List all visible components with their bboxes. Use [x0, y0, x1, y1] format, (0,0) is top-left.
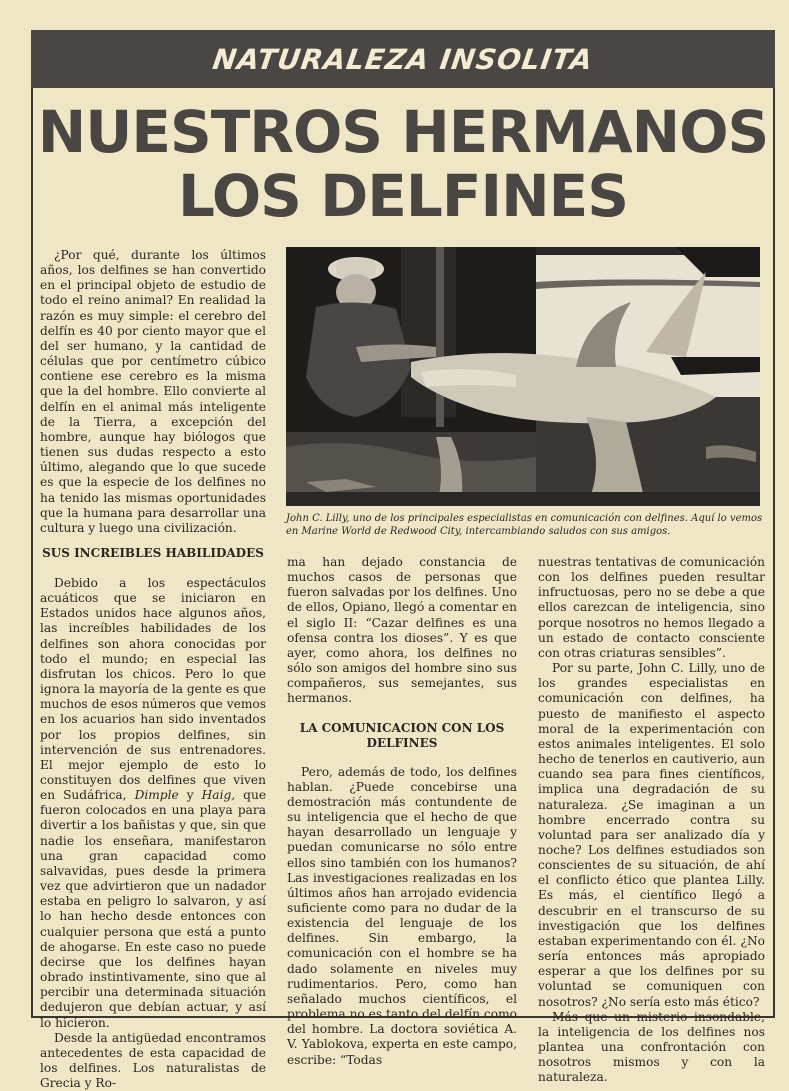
- tentativas-paragraph: nuestras tentativas de comunicación con los delfines pueden resultar infructuosas, pero no se debe a que ellos carezcan de inteligencia, sino porque nosotros no hemos llegado a un estado de contacto consciente con otras criaturas sensibles”.: [538, 555, 765, 660]
- section-heading-habilidades: SUS INCREIBLES HABILIDADES: [42, 545, 264, 560]
- habilidades-text-b: que fueron colocados en una playa para divertir a los bañistas y que, sin que nadie los enseñara, manifestaron una gran capacidad como salvavidas, pues desde la primera vez que advirtieron que un nadador estaba en peligro lo salvaron, y así lo han hecho desde entonces con cualquier persona que está a punto de ahogarse. En este caso no puede decirse que los delfines hayan obrado instintivamente, sino que al percibir una determinada situación dedujeron que debían actuar, y así lo hicieron.: [40, 788, 267, 1030]
- conclusion-paragraph: Más que un misterio insondable, la inteligencia de los delfines nos plantea una confrontación con nosotros mismos y con la naturaleza.: [538, 1009, 765, 1085]
- comunicacion-paragraph: Pero, además de todo, los delfines hablan. ¿Puede concebirse una demostración más contundente de su inteligencia que el hecho de que hayan desarrollado un lenguaje y puedan comunicarse no sólo entre ellos sino también con los humanos? Las investigaciones realizadas en los últimos años han arrojado evidencia suficiente como para no dudar de la existencia del lenguaje de los delfines. Sin embargo, la comunicación con el hombre se ha dado solamente en niveles muy rudimentarios. Pero, como han señalado muchos científicos, el problema no es tanto del delfín como del hombre. La doctora soviética A. V. Yablokova, experta en este campo, escribe: “Todas: [287, 764, 517, 1067]
- dolphin-name-2: Haig,: [201, 788, 236, 803]
- habilidades-paragraph: [40, 576, 266, 1031]
- habilidades-text-a: Debido a los espectáculos acuáticos que se iniciaron en Estados unidos hace algunos años, las increíbles habilidades de los delfines son ahora conocidas por todo el mundo; en especial las disfrutan los chicos. Pero lo que ignora la mayoría de la gente es que muchos de esos números que vemos en los acuarios han sido inventados por los propios delfines, sin intervención de sus entrenadores. El mejor ejemplo de esto lo constituyen dos delfines que viven en Sudáfrica,: [40, 575, 266, 803]
- photo-illustration: [286, 247, 760, 506]
- lilly-dolphin-photo: [286, 247, 760, 506]
- dolphin-name-1: Dimple: [134, 788, 179, 803]
- section-title: NATURALEZA INSOLITA: [210, 42, 596, 76]
- lilly-paragraph: Por su parte, John C. Lilly, uno de los grandes especialistas en comunicación con delfines, ha puesto de manifiesto el aspecto moral de la experimentación con estos animales inteligentes. El solo hecho de tenerlos en cautiverio, aun cuando sea para fines científicos, implica una degradación de su naturaleza. ¿Se imaginan a un hombre encerrado contra su voluntad para ser analizado día y noche? Los delfines estudiados son conscientes de su situación, de ahí el conflicto ético que plantea Lilly. Es más, el científico llegó a descubrir en el transcurso de su investigación que los delfines estaban experimentando con él. ¿No sería entonces más apropiado esperar a que los delfines por su voluntad se comuniquen con nosotros? ¿No sería esto más ético?: [538, 661, 765, 1009]
- roma-paragraph: ma han dejado constancia de muchos casos de personas que fueron salvadas por los delfines. Uno de ellos, Opiano, llegó a comentar en el siglo II: “Cazar delfines es una ofensa contra los dioses”. Y es que ayer, como ahora, los delfines no sólo son amigos del hombre sino sus compañeros, sus semejantes, sus hermanos.: [287, 555, 517, 706]
- headline-line-1: NUESTROS HERMANOS: [37, 98, 769, 166]
- intro-paragraph: ¿Por qué, durante los últimos años, los delfines se han convertido en el principal objeto de estudio de todo el reino animal? En realidad la razón es muy simple: el cerebro del delfín es 40 por ciento mayor que el del ser humano, y la cantidad de células que por centímetro cúbico contiene ese cerebro es la misma que la del hombre. Ello convierte al delfín en el animal más inteligente de la Tierra, a excepción del hombre, aunque hay biólogos que tienen sus dudas respecto a esto último, alegando que lo que sucede es que la especie de los delfines no ha tenido las mismas oportunidades que la humana para desarrollar una cultura y luego una civilización.: [40, 248, 266, 535]
- conjunction: y: [186, 788, 194, 803]
- photo-caption: John C. Lilly, uno de los principales especialistas en comunicación con delfines. Aquí lo vemos en Marine World de Redwood City, intercambiando saludos con sus amigos.: [286, 513, 763, 537]
- section-heading-comunicacion: LA COMUNICACION CON LOS DELFINES: [299, 720, 505, 750]
- column-3: [538, 555, 765, 1085]
- headline-line-2: LOS DELFINES: [177, 162, 629, 230]
- section-banner: [31, 30, 775, 88]
- antiguedad-paragraph: Desde la antigüedad encontramos antecedentes de esta capacidad de los delfines. Los naturalistas de Grecia y Ro-: [40, 1030, 266, 1091]
- column-1: [40, 248, 266, 1091]
- column-2: [287, 555, 517, 1068]
